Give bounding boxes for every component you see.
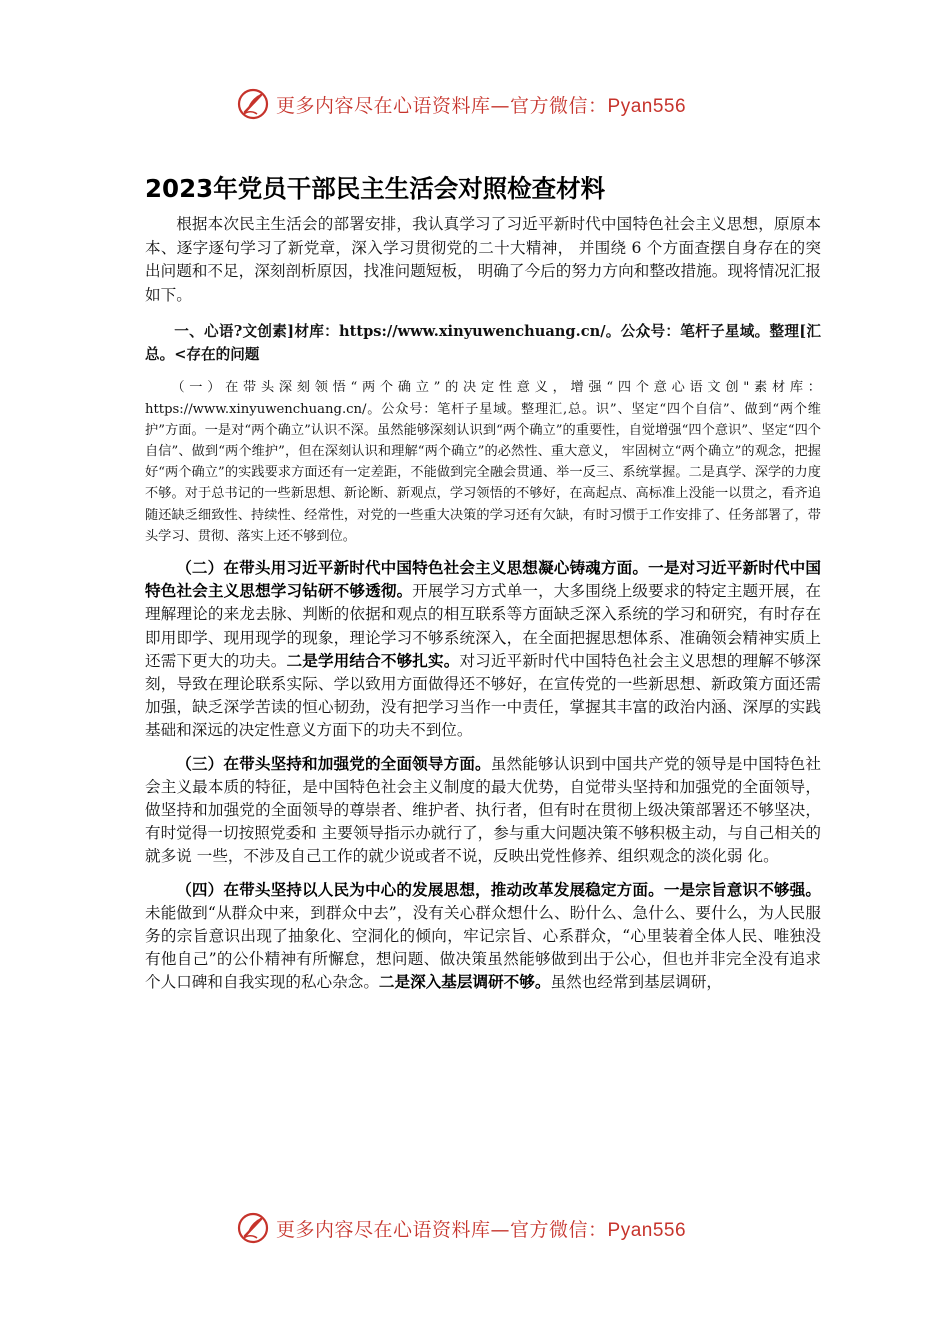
intro-paragraph: 根据本次民主生活会的部署安排，我认真学习了习近平新时代中国特色社会主义思想，原原本本、逐字逐句学习了新党章，深入学习贯彻党的二十大精神， 并围绕 6 个方面查摆自身存在的突出问题和不足，深刻剖析原因，找准问题短板， 明确了今后的努力方向和整改措施。现将情况汇报如下。 [145, 215, 821, 304]
banner-slogan: 更多内容尽在心语资料库—官方微信： [276, 1218, 608, 1241]
quill-logo-icon [236, 1211, 270, 1245]
banner-slogan: 更多内容尽在心语资料库—官方微信： [276, 94, 608, 117]
document-title: 2023年党员干部民主生活会对照检查材料 [145, 174, 606, 203]
item-2-text-b: 对习近平新时代中国特色社会主义思想的理解不够深刻，导致在理论联系实际、学以致用方面做得还不够好，在宣传党的一些新思想、新政策方面还需加强，缺乏深学苦读的恒心韧劲，没有把学习当作一中责任，掌握其丰富的政治内涵、深厚的实践基础和深远的决定性意义方面下的功夫不到位。 [145, 651, 821, 740]
item-4-label-b: 二是深入基层调研不够。 [378, 973, 551, 992]
item-4-text-a: 未能做到“从群众中来，到群众中去”，没有关心群众想什么、盼什么、急什么、要什么，为人民服务的宗旨意识出现了抽象化、空洞化的倾向，牢记宗旨、心系群众，“心里装着全体人民、唯独没有他自己”的公仆精神有所懈怠，想问题、做决策虽然能够做到出于公心，但也并非完全没有追求个人口碑和自我实现的私心杂念。 [145, 903, 821, 992]
document-body [145, 213, 821, 995]
item-4-paragraph [145, 879, 821, 995]
quill-logo-icon [236, 87, 270, 121]
item-4-text-b: 虽然也经常到基层调研， [550, 973, 723, 992]
item-2-heading: （二）在带头用习近平新时代中国特色社会主义思想凝心铸魂方面。一是对习近平新时代中国特色社会主义思想学习钻研不够透彻。 [145, 559, 821, 601]
item-2-paragraph [145, 557, 821, 743]
header-watermark-banner [0, 82, 950, 126]
banner-wechat-id: Pyan556 [607, 95, 687, 117]
footer-watermark-banner [0, 1206, 950, 1250]
banner-text [276, 91, 686, 118]
item-3-heading: （三）在带头坚持和加强党的全面领导方面。 [176, 754, 491, 773]
item-4-heading: （四）在带头坚持以人民为中心的发展思想，推动改革发展稳定方面。一是宗旨意识不够强。 [176, 880, 821, 899]
item-3-paragraph [145, 753, 821, 869]
banner-text [276, 1215, 686, 1242]
item-2-label-b: 二是学用结合不够扎实。 [286, 651, 460, 670]
banner-wechat-id: Pyan556 [607, 1219, 687, 1241]
item-3-text: 虽然能够认识到中国共产党的领导是中国特色社会主义最本质的特征，是中国特色社会主义制度的最大优势，自觉带头坚持和加强党的全面领导，做坚持和加强党的全面领导的尊崇者、维护者、执行者，但有时在贯彻上级决策部署还不够坚决，有时觉得一切按照党委和 主要领导指示办就行了，参与重大问题决策不够积极主动，与自己相关的就多说 一些，不涉及自己工作的就少说或者不说，反映出党性修养、组织观念的淡化弱 化。 [145, 754, 821, 866]
item-1-paragraph: （一）在带头深刻领悟“两个确立”的决定性意义，增强“四个意心语文创"素材库：https://www.xinyuwenchuang.cn/。公众号：笔杆子星域。整理汇,总。识”、坚定“四个自信”、做到“两个维护”方面。一是对“两个确立”认识不深。虽然能够深刻认识到“两个确立”的重要性，自觉增强“四个意识”、坚定“四个自信”、做到“两个维护”，但在深刻认识和理解“两个确立”的必然性、重大意义， 牢固树立“两个确立”的观念，把握好“两个确立”的实践要求方面还有一定差距，不能做到完全融会贯通、举一反三、系统掌握。二是真学、深学的力度不够。对于总书记的一些新思想、新论断、新观点，学习领悟的不够好，在高起点、高标准上没能一以贯之，看齐追随还缺乏细致性、持续性、经常性，对党的一些重大决策的学习还有欠缺，有时习惯于工作安排了、任务部署了，带头学习、贯彻、落实上还不够到位。 [145, 380, 821, 544]
section-heading-1: 一、心语?文创素]材库：https://www.xinyuwenchuang.cn/。公众号：笔杆子星域。整理[汇总。<存在的问题 [145, 323, 821, 364]
item-2-text-a: 开展学习方式单一，大多围绕上级要求的特定主题开展，在理解理论的来龙去脉、判断的依据和观点的相互联系等方面缺乏深入系统的学习和研究，有时存在即用即学、现用现学的现象，理论学习不够系统深入，在全面把握思想体系、准确领会精神实质上还需下更大的功夫。 [145, 582, 821, 670]
